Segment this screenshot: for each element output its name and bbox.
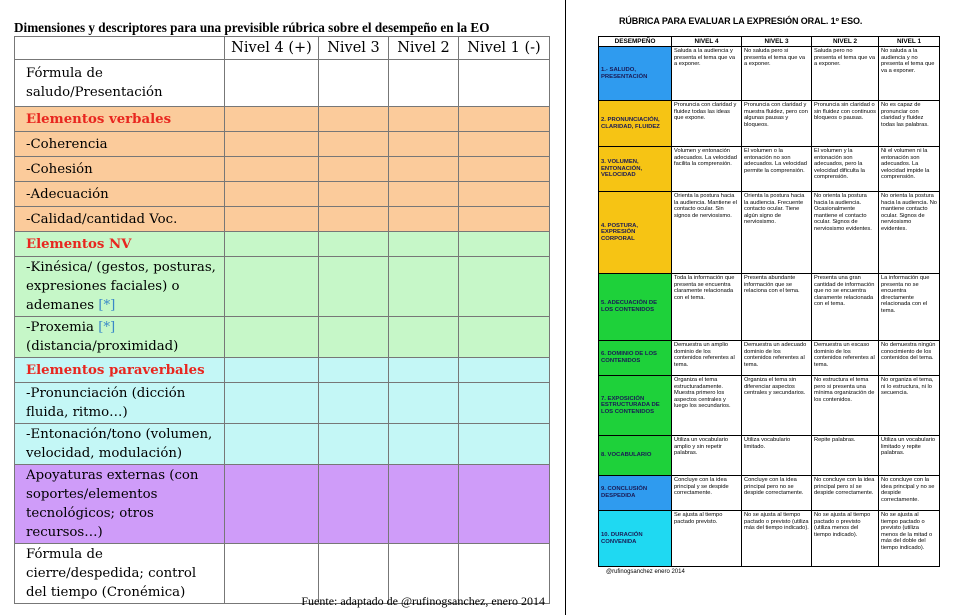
dimension-label	[15, 132, 225, 157]
dimension-text: Fórmula de cierre/despedida; control del tiempo (Cronémica)	[26, 547, 197, 600]
rubric-descriptor: Demuestra un amplio dominio de los contenidos referentes al tema.	[672, 341, 742, 376]
level-cell	[225, 157, 319, 182]
level-cell	[319, 107, 389, 132]
rubric-descriptor: El volumen y la entonación son adecuados, pero la velocidad dificulta la comprensión.	[812, 147, 879, 192]
rubric-header-nivel-4: NIVEL 4	[672, 37, 742, 47]
level-cell	[389, 182, 459, 207]
dimension-text: -Calidad/cantidad Voc.	[26, 211, 178, 227]
rubric-descriptor: No concluye con la idea principal pero sí se despide correctamente.	[812, 476, 879, 511]
rubric-row	[599, 341, 940, 376]
rubric-footer: @rufinogsanchez enero 2014	[606, 569, 685, 575]
dimension-row	[15, 465, 550, 544]
rubric-descriptor: Demuestra un escaso dominio de los contenidos referentes al tema.	[812, 341, 879, 376]
level-cell	[319, 257, 389, 317]
dimension-label	[15, 465, 225, 544]
rubric-descriptor: Organiza el tema sin diferenciar aspectos centrales y secundarios.	[742, 376, 812, 436]
rubric-descriptor: Orienta la postura hacia la audiencia. Mantiene el contacto ocular. Sin signos de nerviosismo.	[672, 192, 742, 274]
rubric-descriptor: No organiza el tema, ni lo estructura, ni lo secuencia.	[879, 376, 940, 436]
rubric-descriptor: Utiliza un vocabulario amplio y sin repetir palabras.	[672, 436, 742, 476]
rubric-descriptor: Saluda a la audiencia y presenta el tema que va a exponer.	[672, 47, 742, 101]
rubric-descriptor: No orienta la postura hacia la audiencia. Ocasionalmente mantiene el contacto ocular. Signos de nerviosismo evidentes.	[812, 192, 879, 274]
rubric-descriptor: No orienta la postura hacia la audiencia. No mantiene contacto ocular. Signos de nerviosismo evidentes.	[879, 192, 940, 274]
level-cell	[225, 182, 319, 207]
dimension-row	[15, 157, 550, 182]
rubric-row	[599, 192, 940, 274]
level-cell	[389, 358, 459, 383]
dimension-text: Apoyaturas externas (con soportes/elementos tecnológicos; otros recursos…)	[26, 468, 199, 540]
dimension-row	[15, 383, 550, 424]
dimension-text: -Entonación/tono (volumen, velocidad, modulación)	[26, 427, 213, 461]
level-cell	[459, 107, 550, 132]
level-cell	[459, 424, 550, 465]
right-rubric-panel	[566, 0, 973, 615]
rubric-row	[599, 47, 940, 101]
level-cell	[389, 157, 459, 182]
rubric-row	[599, 274, 940, 341]
rubric-descriptor: Saluda pero no presenta el tema que va a exponer.	[812, 47, 879, 101]
rubric-descriptor: Volumen y entonación adecuados. La velocidad facilita la comprensión.	[672, 147, 742, 192]
level-cell	[225, 383, 319, 424]
rubric-descriptor: Toda la información que presenta se encuentra claramente relacionada con el tema.	[672, 274, 742, 341]
rubric-descriptor: No se ajusta al tiempo pactado o previsto (utiliza menos de la mitad o más del doble del tiempo indicado).	[879, 511, 940, 567]
level-cell	[225, 232, 319, 257]
level-cell	[225, 465, 319, 544]
rubric-header-nivel-3: NIVEL 3	[742, 37, 812, 47]
header-nivel-3: Nivel 3	[319, 37, 389, 60]
level-cell	[319, 207, 389, 232]
rubric-criterion: 2. PRONUNCIACIÓN, CLARIDAD, FLUIDEZ	[599, 101, 672, 147]
level-cell	[225, 132, 319, 157]
level-cell	[225, 207, 319, 232]
rubric-header-nivel-1: NIVEL 1	[879, 37, 940, 47]
dimension-label	[15, 157, 225, 182]
rubric-criterion: 3. VOLUMEN, ENTONACIÓN, VELOCIDAD	[599, 147, 672, 192]
rubric-descriptor: No se ajusta al tiempo pactado o previsto (utiliza menos del tiempo indicado).	[812, 511, 879, 567]
rubric-descriptor: Ni el volumen ni la entonación son adecuados. La velocidad impide la comprensión.	[879, 147, 940, 192]
dimension-text: Fórmula de saludo/Presentación	[26, 66, 163, 100]
header-empty	[15, 37, 225, 60]
oral-expression-rubric	[598, 36, 940, 567]
rubric-descriptor: Presenta una gran cantidad de información que no se encuentra claramente relacionada con el tema.	[812, 274, 879, 341]
dimension-row	[15, 257, 550, 317]
rubric-criterion: 8. VOCABULARIO	[599, 436, 672, 476]
dimension-label	[15, 257, 225, 317]
level-cell	[389, 424, 459, 465]
dimension-row	[15, 132, 550, 157]
rubric-descriptor: Utiliza vocabulario limitado.	[742, 436, 812, 476]
level-cell	[389, 207, 459, 232]
dimension-text: -Adecuación	[26, 186, 109, 202]
rubric-descriptor: Pronuncia con claridad y muestra fluidez, pero con algunas pausas y bloqueos.	[742, 101, 812, 147]
dimension-text: -Coherencia	[26, 136, 108, 152]
level-cell	[225, 424, 319, 465]
dimension-text: Elementos verbales	[26, 111, 172, 127]
rubric-descriptor: Pronuncia sin claridad o sin fluidez con continuos bloqueos o pausas.	[812, 101, 879, 147]
rubric-criterion: 10. DURACIÓN CONVENIDA	[599, 511, 672, 567]
level-cell	[225, 60, 319, 107]
rubric-descriptor: Pronuncia con claridad y fluidez todas las ideas que expone.	[672, 101, 742, 147]
dimension-text: -Kinésica/ (gestos, posturas, expresiones faciales) o ademanes	[26, 260, 216, 313]
level-cell	[389, 465, 459, 544]
rubric-descriptor: Utiliza un vocabulario limitado y repite palabras.	[879, 436, 940, 476]
dimension-label	[15, 383, 225, 424]
rubric-row	[599, 376, 940, 436]
dimension-row	[15, 358, 550, 383]
rubric-header-nivel-2: NIVEL 2	[812, 37, 879, 47]
rubric-descriptor: Concluye con la idea principal y se despide correctamente.	[672, 476, 742, 511]
level-cell	[459, 157, 550, 182]
reference-link[interactable]: [*]	[98, 298, 116, 313]
dimension-text: Elementos paraverbales	[26, 362, 205, 378]
level-cell	[459, 358, 550, 383]
rubric-descriptor: Orienta la postura hacia la audiencia. Frecuente contacto ocular. Tiene algún signo de nerviosismo.	[742, 192, 812, 274]
dimension-label	[15, 317, 225, 358]
dimension-text-continued: (distancia/proximidad)	[26, 339, 179, 354]
rubric-header-row	[599, 37, 940, 47]
rubric-descriptor: Repite palabras.	[812, 436, 879, 476]
rubric-row	[599, 511, 940, 567]
level-cell	[459, 317, 550, 358]
dimension-row	[15, 317, 550, 358]
rubric-descriptor: No estructura el tema pero si presenta una mínima organización de los contenidos.	[812, 376, 879, 436]
level-cell	[319, 182, 389, 207]
level-cell	[459, 132, 550, 157]
level-cell	[389, 60, 459, 107]
rubric-descriptor: No es capaz de pronunciar con claridad y fluidez todas las palabras.	[879, 101, 940, 147]
dimension-text: -Cohesión	[26, 161, 93, 177]
header-nivel-4: Nivel 4 (+)	[225, 37, 319, 60]
rubric-descriptor: La información que presenta no se encuentra directamente relacionada con el tema.	[879, 274, 940, 341]
rubric-descriptor: Se ajusta al tiempo pactado previsto.	[672, 511, 742, 567]
dimension-text: -Pronunciación (dicción fluida, ritmo…)	[26, 386, 186, 420]
level-cell	[319, 132, 389, 157]
dimension-text: -Proxemia	[26, 320, 94, 335]
level-cell	[389, 132, 459, 157]
dimension-label	[15, 60, 225, 107]
level-cell	[319, 383, 389, 424]
level-cell	[459, 182, 550, 207]
level-cell	[459, 207, 550, 232]
dimensions-table	[14, 36, 550, 604]
level-cell	[225, 317, 319, 358]
level-cell	[319, 60, 389, 107]
rubric-descriptor: Organiza el tema estructuradamente. Muestra primero los aspectos centrales y luego los secundarios.	[672, 376, 742, 436]
rubric-row	[599, 436, 940, 476]
category-label	[15, 358, 225, 383]
reference-link[interactable]: [*]	[98, 320, 116, 335]
rubric-criterion: 7. EXPOSICIÓN ESTRUCTURADA DE LOS CONTENIDOS	[599, 376, 672, 436]
level-cell	[389, 317, 459, 358]
level-cell	[225, 358, 319, 383]
rubric-criterion: 9. CONCLUSIÓN DESPEDIDA	[599, 476, 672, 511]
level-cell	[225, 107, 319, 132]
dimension-row	[15, 60, 550, 107]
dimension-row	[15, 424, 550, 465]
rubric-criterion: 4. POSTURA, EXPRESIÓN CORPORAL	[599, 192, 672, 274]
category-label	[15, 232, 225, 257]
level-cell	[459, 465, 550, 544]
level-cell	[459, 257, 550, 317]
dimension-row	[15, 107, 550, 132]
rubric-criterion: 5. ADECUACIÓN DE LOS CONTENIDOS	[599, 274, 672, 341]
rubric-descriptor: El volumen o la entonación no son adecuados. La velocidad permite la comprensión.	[742, 147, 812, 192]
dimension-text: Elementos NV	[26, 236, 132, 252]
left-rubric-title: Dimensiones y descriptores para una previsible rúbrica sobre el desempeño en la EO	[14, 20, 490, 35]
dimension-label	[15, 182, 225, 207]
rubric-row	[599, 147, 940, 192]
rubric-descriptor: No saluda pero si presenta el tema que va a exponer.	[742, 47, 812, 101]
rubric-descriptor: Concluye con la idea principal pero no se despide correctamente.	[742, 476, 812, 511]
level-cell	[225, 257, 319, 317]
header-nivel-1: Nivel 1 (-)	[459, 37, 550, 60]
dimension-row	[15, 207, 550, 232]
category-label	[15, 107, 225, 132]
level-cell	[319, 424, 389, 465]
rubric-criterion: 1.- SALUDO, PRESENTACIÓN	[599, 47, 672, 101]
rubric-row	[599, 476, 940, 511]
level-cell	[459, 383, 550, 424]
dimensions-header-row	[15, 37, 550, 60]
rubric-descriptor: Demuestra un adecuado dominio de los contenidos referentes al tema.	[742, 341, 812, 376]
level-cell	[389, 107, 459, 132]
rubric-descriptor: No concluye con la idea principal y no se despide correctamente.	[879, 476, 940, 511]
level-cell	[319, 232, 389, 257]
dimension-row	[15, 182, 550, 207]
rubric-descriptor: No demuestra ningún conocimiento de los contenidos del tema.	[879, 341, 940, 376]
rubric-descriptor: No saluda a la audiencia y no presenta el tema que va a exponer.	[879, 47, 940, 101]
level-cell	[319, 157, 389, 182]
rubric-header-desempeno: DESEMPEÑO	[599, 37, 672, 47]
header-nivel-2: Nivel 2	[389, 37, 459, 60]
level-cell	[389, 383, 459, 424]
level-cell	[319, 465, 389, 544]
rubric-descriptor: Presenta abundante información que se relaciona con el tema.	[742, 274, 812, 341]
source-note: Fuente: adaptado de @rufinogsanchez, enero 2014	[301, 594, 545, 608]
level-cell	[389, 232, 459, 257]
dimension-row	[15, 232, 550, 257]
level-cell	[389, 257, 459, 317]
level-cell	[319, 358, 389, 383]
dimension-label	[15, 424, 225, 465]
rubric-descriptor: No se ajusta al tiempo pactado o previsto (utiliza más del tiempo indicado).	[742, 511, 812, 567]
right-rubric-title: RÚBRICA PARA EVALUAR LA EXPRESIÓN ORAL. 1º ESO.	[619, 16, 863, 26]
rubric-criterion: 6. DOMINIO DE LOS CONTENIDOS	[599, 341, 672, 376]
level-cell	[459, 60, 550, 107]
level-cell	[459, 232, 550, 257]
rubric-row	[599, 101, 940, 147]
level-cell	[319, 317, 389, 358]
dimension-label	[15, 207, 225, 232]
